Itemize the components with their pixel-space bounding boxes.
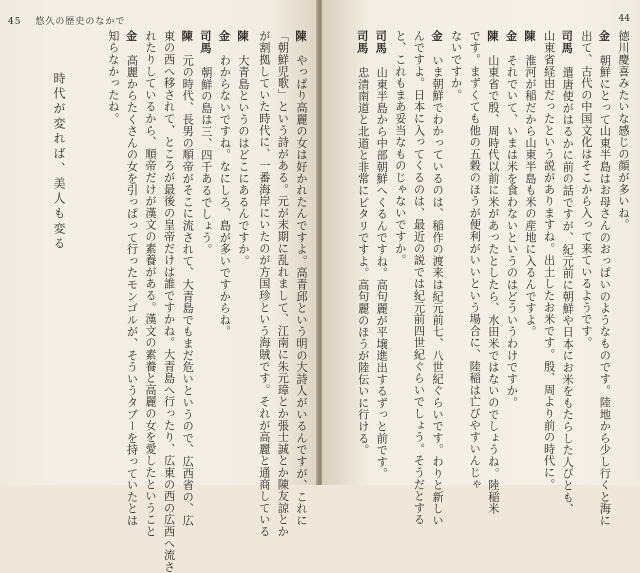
dialogue-line [140, 30, 159, 538]
speaker-label: 陳 [523, 30, 538, 43]
dialogue-line [103, 30, 122, 467]
line-text: 山東半島から中部朝鮮へくるんですね。高句麗が平壌進出するずっと前です。 [375, 66, 389, 480]
speaker-label: 金 [124, 30, 139, 43]
speaker-label: 司馬 [355, 30, 370, 55]
dialogue-line [446, 30, 465, 467]
speaker-label: 司馬 [560, 30, 575, 55]
dialogue-line [291, 30, 310, 527]
line-text: それでいて、いまは米を食わないというのはどういうわけですか。 [505, 54, 519, 409]
dialogue-line [613, 30, 632, 467]
speaker-label: 金 [217, 30, 232, 43]
line-text: 山東省で殷、周時代以前に米があったとしたら、水田米ではないのでしょうね。陸稲米 [486, 54, 500, 515]
speaker-label: 金 [504, 30, 519, 43]
speaker-label: 陳 [236, 30, 250, 43]
dialogue-line [353, 30, 372, 467]
left-page-header [8, 14, 125, 27]
dialogue-line [372, 30, 391, 480]
speaker-label: 金 [597, 30, 612, 43]
dialogue-line [254, 30, 273, 538]
speaker-label: 司馬 [198, 30, 213, 55]
dialogue-line [502, 30, 521, 467]
line-text: 元の時代、長男の順帝がそこに流されて、大青島でもまだ危いというので、広西省の、広 [181, 54, 195, 527]
dialogue-line [576, 30, 595, 467]
dialogue-line [159, 30, 178, 573]
line-text: 「朝鮮児歌」という詩がある。元が末期に乱れまして、江南に朱元璋とか張士誠とか陳友諒とか [276, 30, 290, 538]
dialogue-line [558, 30, 577, 516]
dialogue-line [483, 30, 502, 515]
speaker-label: 陳 [485, 30, 500, 43]
line-text: 山東省経由だったという説がありますね。出土したお米です。殷、周より前の時代に。 [542, 30, 556, 491]
line-text: 大青島というのはどこにあるんですか。 [237, 54, 250, 267]
right-page-text [330, 30, 632, 527]
line-text: 忠清南道と北道と非常にピタリですよ。高句麗のほうが陸伝いに行ける。 [356, 66, 370, 457]
line-text: と、これもまあ妥当なものじゃないですか。 [393, 30, 407, 266]
line-text: やっぱり高麗の女は好かれたんですよ。高青邱という明の大詩人がいるんですが、これに [295, 54, 308, 527]
dialogue-line [520, 30, 539, 467]
line-text: 東の西へ移されて、ところが最後の皇帝だけは誰ですかね。大青島へ行ったり、広東の西の広西へ流さ [162, 30, 176, 573]
line-text: いま朝鮮でわかっているのは、稲作の渡来は紀元前七、八世紀ぐらいです。わりと新しい [431, 54, 445, 527]
dialogue-line [595, 30, 614, 527]
right-page-number: 44 [618, 14, 630, 24]
line-text: 朝鮮にとって山東半島はお母さんのおっぱいのようなものです。陸地から少し行くと海に [598, 54, 612, 527]
line-text: 朝鮮の島は三、四千あるでしょう。 [199, 66, 213, 256]
line-text: ないですか。 [449, 30, 463, 101]
dialogue-line [409, 30, 428, 526]
dialogue-line [465, 30, 484, 491]
line-text: 徳川慶喜みたいな感じの顔が多いね。 [617, 30, 630, 231]
line-text: 出て、古代の中国文化はそこから入って来ているようです。 [579, 30, 593, 349]
right-page [322, 0, 640, 527]
section-caption: 時代が変れば、美人も変る [52, 72, 66, 252]
dialogue-line [196, 30, 215, 467]
line-text: 遣唐使がはるかに前の話ですが、紀元前に朝鮮や日本にお米をもたらした人びとも、 [561, 66, 575, 516]
speaker-label: 陳 [294, 30, 308, 43]
line-text: が割拠していた時代に、一番海岸にいたのが方国珍という海賊です。それが高麗と通商している [257, 30, 271, 538]
dialogue-line [215, 30, 234, 467]
left-page [0, 0, 318, 573]
dialogue-line [273, 30, 292, 538]
line-text: わからないですね。なにしろ、島が多いですからね。 [218, 54, 232, 338]
line-text: 高麗からたくさんの女を引っぱって行ったモンゴルが、そういうタブーを持っていたとは [125, 54, 139, 527]
dialogue-line [122, 30, 141, 527]
line-text: です。まずくても他の五穀のほうが便利がいいという場合に、陸稲は亡びやすいんじゃ [468, 30, 482, 491]
line-text: んですよ。日本に入ってくるのは、最近の説では紀元前四世紀ぐらいでしょう。そうだとする [412, 30, 426, 526]
running-head: 悠久の歴史のなかで [35, 17, 126, 27]
dialogue-line [233, 30, 252, 467]
dialogue-line [539, 30, 558, 491]
speaker-label: 金 [430, 30, 445, 43]
dialogue-line [178, 30, 197, 527]
dialogue-line [427, 30, 446, 527]
line-text: 知らなかったね。 [106, 30, 120, 125]
speaker-label: 司馬 [374, 30, 389, 55]
line-text: れたりしているから、順帝だけが漢文の素養がある。漢文の素養と高麗の女を愛したということ [144, 30, 158, 538]
dialogue-line [390, 30, 409, 467]
speaker-label: 陳 [180, 30, 195, 43]
line-text: 淮河が稲だから山東半島も米の産地に入るんですよ。 [524, 54, 538, 338]
left-page-number: 45 [8, 17, 22, 27]
section-caption-block [38, 30, 68, 467]
